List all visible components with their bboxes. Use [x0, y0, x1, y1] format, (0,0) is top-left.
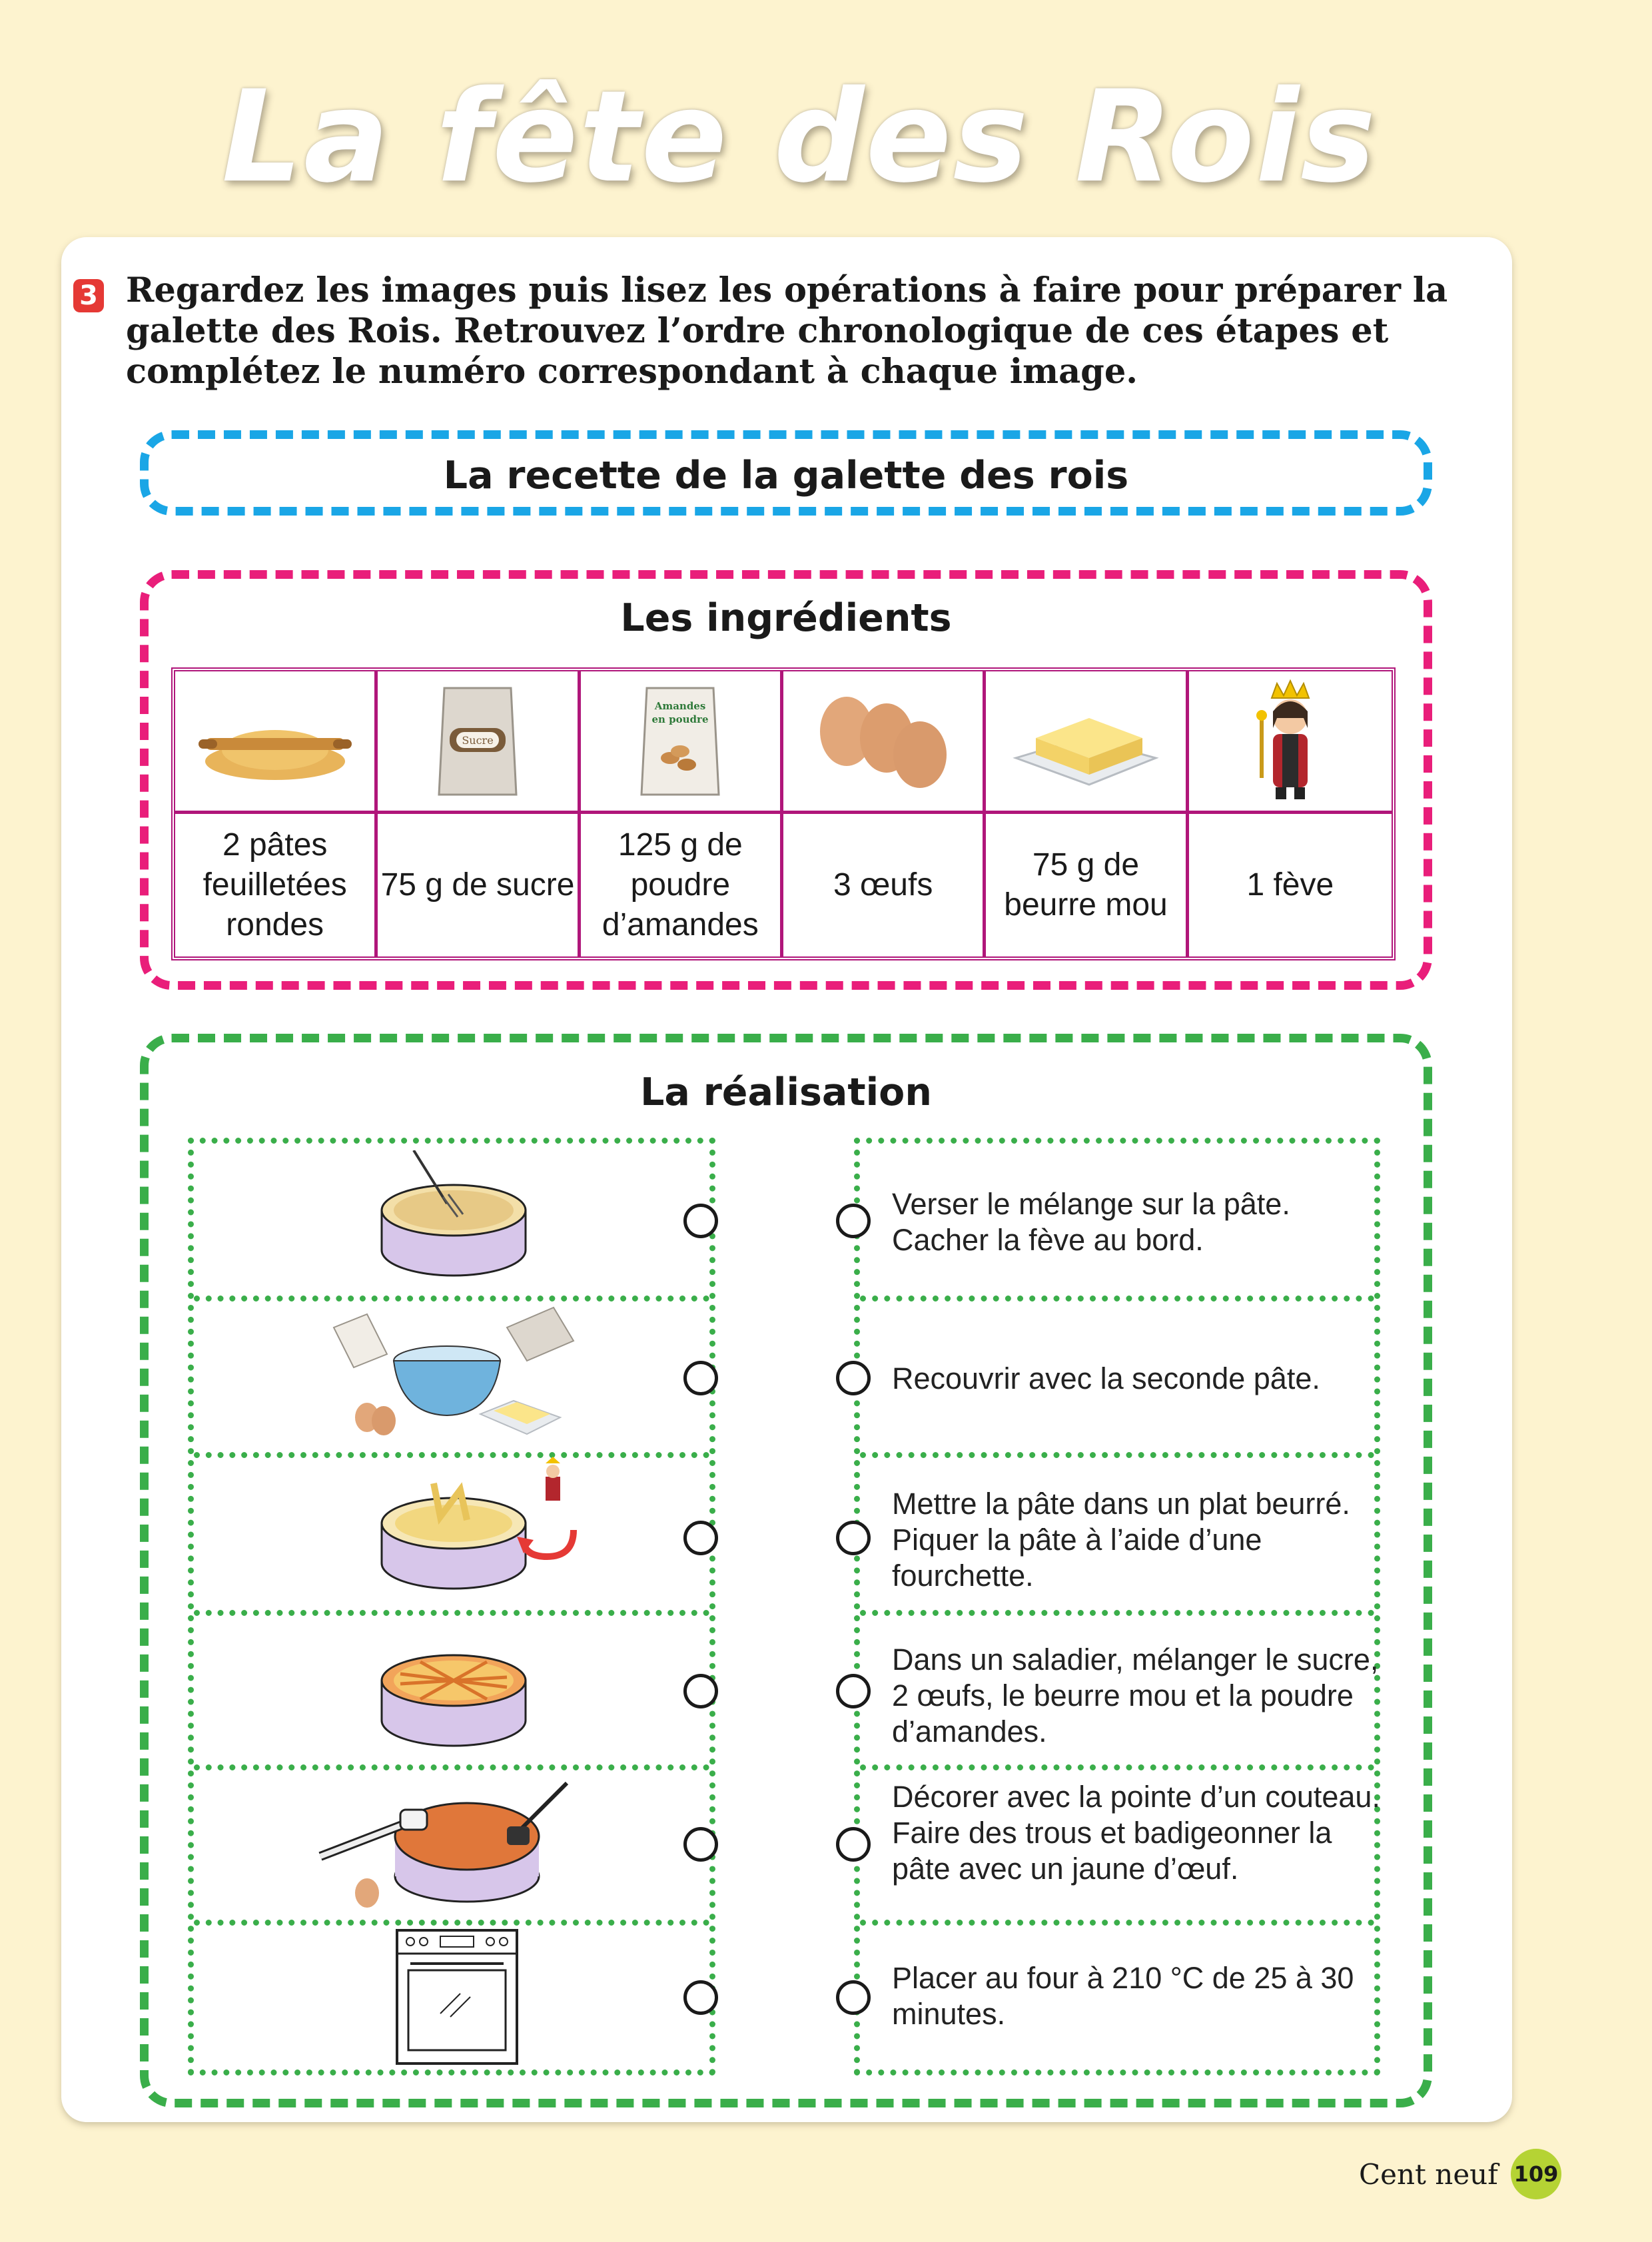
ingredient-label: 125 g de poudre d’amandes: [581, 814, 783, 956]
steps-text-column: [854, 1138, 1380, 2075]
question-number-badge: 3: [73, 279, 104, 312]
answer-circle-image-4[interactable]: [683, 1674, 718, 1708]
ingredient-label: 75 g de beurre mou: [986, 814, 1188, 956]
sugar-bag-icon: [378, 671, 580, 814]
almond-powder-bag-icon: [581, 671, 783, 814]
oven-icon: [394, 1927, 520, 2067]
steps-images-column: [188, 1138, 715, 2075]
answer-circle-image-2[interactable]: [683, 1361, 718, 1395]
ingredients-and-bowl-icon: [327, 1301, 587, 1447]
recipe-title-box: [140, 430, 1432, 516]
lattice-galette-icon: [374, 1614, 534, 1760]
ingredients-heading: Les ingrédients: [620, 596, 952, 640]
page-footer-text: Cent neuf: [1359, 2158, 1498, 2191]
svg-text:en poudre: en poudre: [651, 713, 709, 725]
answer-circle-step-1[interactable]: [836, 1204, 871, 1238]
answer-circle-image-3[interactable]: [683, 1521, 718, 1555]
question-instructions: Regardez les images puis lisez les opérations à faire pour préparer la galette des Rois. Retrouvez l’ordre chronologique de ces étapes et complétez le numéro correspondant à chaque image.: [126, 270, 1448, 392]
step-text: Verser le mélange sur la pâte. Cacher la fève au bord.: [892, 1187, 1290, 1257]
svg-text:Amandes: Amandes: [655, 699, 706, 712]
step-text: Placer au four à 210 °C de 25 à 30 minutes.: [892, 1961, 1354, 2031]
answer-circle-step-2[interactable]: [836, 1361, 871, 1395]
step-text: Recouvrir avec la seconde pâte.: [892, 1361, 1320, 1395]
ingredient-label: 3 œufs: [783, 814, 986, 956]
filling-and-feve-icon: [374, 1457, 587, 1603]
step-text: Décorer avec la pointe d’un couteau. Faire des trous et badigeonner la pâte avec un jaune d’œuf.: [892, 1780, 1380, 1886]
step-text: Dans un saladier, mélanger le sucre, 2 œufs, le beurre mou et la poudre d’amandes.: [892, 1643, 1379, 1748]
page-number-badge: 109: [1511, 2149, 1561, 2199]
exercise-card: [61, 237, 1512, 2122]
ingredient-label: 75 g de sucre: [378, 814, 580, 956]
page-title: La fête des Rois: [221, 63, 1378, 210]
ingredient-label: 1 fève: [1246, 867, 1334, 903]
ingredient-label: 2 pâtes feuilletées rondes: [175, 814, 378, 956]
butter-icon: [986, 671, 1188, 814]
answer-circle-image-6[interactable]: [683, 1980, 718, 2015]
answer-circle-step-6[interactable]: [836, 1980, 871, 2015]
king-figurine-icon: [1189, 671, 1392, 814]
recipe-title: La recette de la galette des rois: [443, 454, 1129, 498]
eggs-icon: [783, 671, 986, 814]
answer-circle-step-4[interactable]: [836, 1674, 871, 1708]
dough-in-dish-with-fork-icon: [374, 1150, 534, 1284]
ingredients-table: [171, 667, 1396, 960]
answer-circle-step-3[interactable]: [836, 1521, 871, 1555]
answer-circle-image-1[interactable]: [683, 1204, 718, 1238]
realisation-heading: La réalisation: [640, 1070, 932, 1114]
answer-circle-step-5[interactable]: [836, 1827, 871, 1862]
step-text: Mettre la pâte dans un plat beurré. Piquer la pâte à l’aide d’une fourchette.: [892, 1487, 1350, 1593]
puff-pastry-rolling-pin-icon: [175, 671, 378, 814]
glazing-galette-icon: [300, 1770, 580, 1916]
answer-circle-image-5[interactable]: [683, 1827, 718, 1862]
sugar-bag-text: Sucre: [462, 733, 494, 747]
